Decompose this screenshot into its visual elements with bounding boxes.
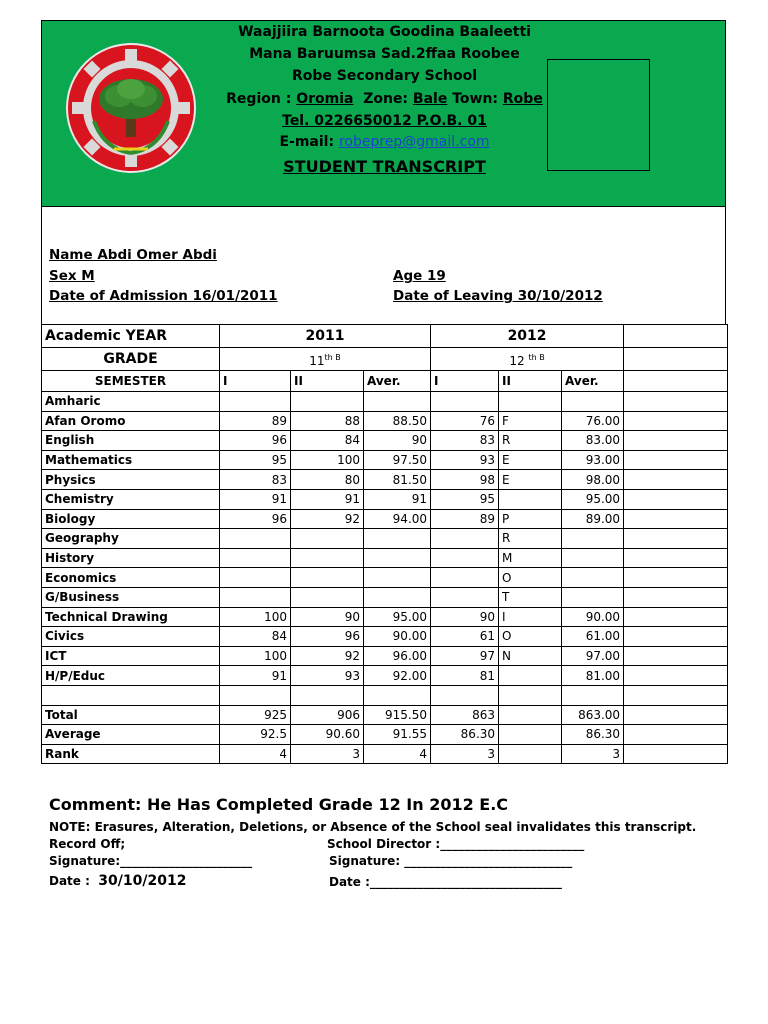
grades-table: [41, 324, 728, 764]
grade-cell: [499, 666, 562, 686]
grade-cell: [499, 685, 562, 705]
table-row: [42, 529, 728, 549]
empty-cell: [624, 529, 728, 549]
header-telephone: Tel. 0226650012 P.O.B. 01: [282, 113, 487, 129]
subject-name: Total: [42, 705, 220, 725]
grade-cell: 92.5: [220, 725, 291, 745]
grade-cell: 97: [431, 646, 499, 666]
grade-cell: 91.55: [364, 725, 431, 745]
grade-cell: 89.00: [562, 509, 624, 529]
email-label: E-mail:: [279, 134, 339, 150]
grade-cell: [364, 685, 431, 705]
subject-name: Chemistry: [42, 489, 220, 509]
grade-cell: [291, 548, 364, 568]
grade-cell: 98.00: [562, 470, 624, 490]
grade-cell: 90.00: [562, 607, 624, 627]
grade-cell: 90: [431, 607, 499, 627]
grade-cell: 96: [291, 627, 364, 647]
empty-cell: [624, 685, 728, 705]
grade-cell: 92: [291, 646, 364, 666]
subject-name: Physics: [42, 470, 220, 490]
grade-cell: [431, 568, 499, 588]
email-link[interactable]: robeprep@gmail.com: [338, 134, 490, 150]
grade-cell: 4: [364, 744, 431, 764]
grade-cell: 81: [431, 666, 499, 686]
subject-name: ICT: [42, 646, 220, 666]
grade-cell: 96: [220, 431, 291, 451]
grade-cell: 863.00: [562, 705, 624, 725]
grade-cell: 95.00: [364, 607, 431, 627]
sem-col-header: II: [499, 371, 562, 392]
grade-cell: 3: [291, 744, 364, 764]
grade-cell: [364, 587, 431, 607]
grade-cell: 97.50: [364, 450, 431, 470]
zone-value: Bale: [412, 91, 448, 107]
sem-col-header: Aver.: [562, 371, 624, 392]
grade-cell: F: [499, 411, 562, 431]
subject-name: Amharic: [42, 392, 220, 412]
grade-cell: [291, 587, 364, 607]
grade-12-number: 12: [509, 353, 525, 368]
grade-cell: 3: [562, 744, 624, 764]
empty-cell: [624, 470, 728, 490]
grade-cell: R: [499, 431, 562, 451]
grade-cell: [291, 568, 364, 588]
grade-cell: [220, 568, 291, 588]
student-info-section: [41, 207, 726, 324]
town-label: Town:: [452, 91, 503, 107]
grade-cell: [220, 548, 291, 568]
date-left-value: 30/10/2012: [98, 873, 187, 889]
comment-text: Comment: He Has Completed Grade 12 In 2012 E.C: [49, 795, 509, 814]
grade-cell: 86.30: [562, 725, 624, 745]
grade-cell: 81.00: [562, 666, 624, 686]
zone-label: Zone:: [363, 91, 413, 107]
table-row: [42, 411, 728, 431]
table-row: [42, 607, 728, 627]
table-row: [42, 646, 728, 666]
year-2012: 2012: [431, 325, 624, 348]
empty-cell: [624, 744, 728, 764]
empty-cell: [624, 646, 728, 666]
sem-col-header: I: [220, 371, 291, 392]
grade-label: GRADE: [42, 348, 220, 371]
grade-cell: 96.00: [364, 646, 431, 666]
subject-name: Afan Oromo: [42, 411, 220, 431]
grade-cell: [220, 529, 291, 549]
grade-cell: 95.00: [562, 489, 624, 509]
grade-cell: [499, 705, 562, 725]
admission-date: Date of Admission 16/01/2011: [49, 288, 278, 304]
table-row: [42, 470, 728, 490]
grade-cell: 92.00: [364, 666, 431, 686]
empty-cell: [624, 348, 728, 371]
grade-cell: T: [499, 587, 562, 607]
grade-cell: 906: [291, 705, 364, 725]
grade-cell: [431, 587, 499, 607]
grade-cell: 81.50: [364, 470, 431, 490]
grade-11: [220, 348, 431, 371]
document-title: STUDENT TRANSCRIPT: [283, 157, 486, 176]
grade-cell: I: [499, 607, 562, 627]
grade-cell: 90.60: [291, 725, 364, 745]
subject-name: Average: [42, 725, 220, 745]
table-row: [42, 509, 728, 529]
grade-cell: 91: [364, 489, 431, 509]
header-school-oromo: Mana Baruumsa Sad.2ffaa Roobee: [249, 46, 520, 62]
grade-cell: 93: [431, 450, 499, 470]
date-left: [49, 873, 186, 889]
empty-cell: [624, 568, 728, 588]
region-label: Region :: [226, 91, 297, 107]
grade-cell: 89: [220, 411, 291, 431]
grade-cell: [499, 489, 562, 509]
grade-cell: P: [499, 509, 562, 529]
subject-name: G/Business: [42, 587, 220, 607]
grade-cell: 91: [291, 489, 364, 509]
student-sex: Sex M: [49, 268, 95, 284]
student-age: Age 19: [393, 268, 446, 284]
grade-row: [42, 348, 728, 371]
grade-cell: [562, 392, 624, 412]
grade-cell: 4: [220, 744, 291, 764]
grade-cell: 89: [431, 509, 499, 529]
signature-left-line: Signature:______________________: [49, 854, 253, 868]
grade-cell: 92: [291, 509, 364, 529]
table-row: [42, 627, 728, 647]
grade-cell: 80: [291, 470, 364, 490]
grade-cell: 93.00: [562, 450, 624, 470]
school-header: [41, 20, 726, 207]
town-value: Robe: [502, 91, 543, 107]
table-row: [42, 725, 728, 745]
grade-cell: [431, 529, 499, 549]
empty-cell: [624, 411, 728, 431]
empty-cell: [624, 666, 728, 686]
grade-cell: 97.00: [562, 646, 624, 666]
grade-cell: [562, 548, 624, 568]
grade-cell: 100: [220, 607, 291, 627]
grade-cell: 76: [431, 411, 499, 431]
student-name: Name Abdi Omer Abdi: [49, 247, 217, 263]
date-right-line: Date :________________________________: [329, 875, 562, 889]
empty-cell: [624, 325, 728, 348]
table-row: [42, 450, 728, 470]
grade-cell: [562, 587, 624, 607]
table-row: [42, 489, 728, 509]
grade-cell: 61: [431, 627, 499, 647]
subject-name: [42, 685, 220, 705]
grade-cell: 61.00: [562, 627, 624, 647]
grade-cell: [220, 587, 291, 607]
grade-cell: [562, 568, 624, 588]
academic-year-label: Academic YEAR: [42, 325, 220, 348]
table-row: [42, 431, 728, 451]
subject-name: Economics: [42, 568, 220, 588]
grade-cell: 83: [431, 431, 499, 451]
subject-name: History: [42, 548, 220, 568]
year-2011: 2011: [220, 325, 431, 348]
grade-cell: O: [499, 627, 562, 647]
region-value: Oromia: [296, 91, 354, 107]
grade-cell: [364, 568, 431, 588]
semester-label: SEMESTER: [42, 371, 220, 392]
empty-cell: [624, 548, 728, 568]
grade-cell: [562, 685, 624, 705]
grade-cell: [291, 392, 364, 412]
grade-cell: [364, 529, 431, 549]
grade-cell: M: [499, 548, 562, 568]
grade-12-suffix: th B: [528, 352, 545, 362]
subject-name: Geography: [42, 529, 220, 549]
table-row: [42, 705, 728, 725]
grade-cell: 863: [431, 705, 499, 725]
grade-cell: 95: [220, 450, 291, 470]
grade-cell: R: [499, 529, 562, 549]
grade-cell: 86.30: [431, 725, 499, 745]
grade-cell: [291, 529, 364, 549]
table-row: [42, 685, 728, 705]
grade-cell: 84: [291, 431, 364, 451]
table-row: [42, 587, 728, 607]
sem-col-header: II: [291, 371, 364, 392]
empty-cell: [624, 371, 728, 392]
grade-cell: 83.00: [562, 431, 624, 451]
school-director-line: School Director :________________________: [327, 837, 585, 851]
grade-cell: O: [499, 568, 562, 588]
subject-name: English: [42, 431, 220, 451]
grade-cell: [499, 744, 562, 764]
grade-cell: [431, 392, 499, 412]
date-left-label: Date :: [49, 874, 90, 888]
grade-cell: 93: [291, 666, 364, 686]
subject-name: Biology: [42, 509, 220, 529]
grade-cell: 925: [220, 705, 291, 725]
table-row: [42, 392, 728, 412]
subject-name: H/P/Educ: [42, 666, 220, 686]
subject-name: Mathematics: [42, 450, 220, 470]
note-text: NOTE: Erasures, Alteration, Deletions, or Absence of the School seal invalidates this transcript.: [49, 820, 697, 834]
grade-cell: [562, 529, 624, 549]
grade-cell: 100: [220, 646, 291, 666]
table-row: [42, 666, 728, 686]
grade-cell: [499, 392, 562, 412]
semester-row: [42, 371, 728, 392]
grade-cell: 94.00: [364, 509, 431, 529]
subject-name: Technical Drawing: [42, 607, 220, 627]
grade-cell: 3: [431, 744, 499, 764]
grade-cell: [364, 548, 431, 568]
empty-cell: [624, 392, 728, 412]
grade-cell: 96: [220, 509, 291, 529]
grade-cell: 76.00: [562, 411, 624, 431]
empty-cell: [624, 489, 728, 509]
grade-cell: 95: [431, 489, 499, 509]
grade-cell: 90.00: [364, 627, 431, 647]
empty-cell: [624, 705, 728, 725]
grade-12: [431, 348, 624, 371]
grade-11-number: 11: [309, 353, 325, 368]
grade-cell: E: [499, 450, 562, 470]
grade-cell: [291, 685, 364, 705]
grade-cell: 84: [220, 627, 291, 647]
grade-cell: [364, 392, 431, 412]
empty-cell: [624, 450, 728, 470]
header-school-name: Robe Secondary School: [291, 68, 477, 84]
empty-cell: [624, 607, 728, 627]
empty-cell: [624, 725, 728, 745]
grade-cell: [220, 685, 291, 705]
subject-name: Civics: [42, 627, 220, 647]
photo-placeholder: [547, 59, 650, 171]
table-row: [42, 568, 728, 588]
grade-cell: 90: [364, 431, 431, 451]
grade-cell: [499, 725, 562, 745]
grade-cell: E: [499, 470, 562, 490]
grade-cell: 91: [220, 666, 291, 686]
grade-cell: [220, 392, 291, 412]
grade-cell: 91: [220, 489, 291, 509]
grade-cell: 98: [431, 470, 499, 490]
table-row: [42, 548, 728, 568]
record-off-label: Record Off;: [49, 837, 126, 851]
leaving-date: Date of Leaving 30/10/2012: [393, 288, 603, 304]
grade-11-suffix: th B: [324, 352, 341, 362]
empty-cell: [624, 431, 728, 451]
empty-cell: [624, 587, 728, 607]
grade-cell: [431, 548, 499, 568]
sem-col-header: I: [431, 371, 499, 392]
grade-cell: N: [499, 646, 562, 666]
academic-year-row: [42, 325, 728, 348]
grade-cell: [431, 685, 499, 705]
grade-cell: 915.50: [364, 705, 431, 725]
grade-cell: 88.50: [364, 411, 431, 431]
grade-cell: 100: [291, 450, 364, 470]
sem-col-header: Aver.: [364, 371, 431, 392]
table-row: [42, 744, 728, 764]
signature-right-line: Signature: ____________________________: [329, 854, 573, 868]
empty-cell: [624, 627, 728, 647]
empty-cell: [624, 509, 728, 529]
grade-cell: 83: [220, 470, 291, 490]
subject-name: Rank: [42, 744, 220, 764]
grade-cell: 90: [291, 607, 364, 627]
grade-cell: 88: [291, 411, 364, 431]
header-office-name: Waajjiira Barnoota Goodina Baaleetti: [238, 24, 531, 40]
